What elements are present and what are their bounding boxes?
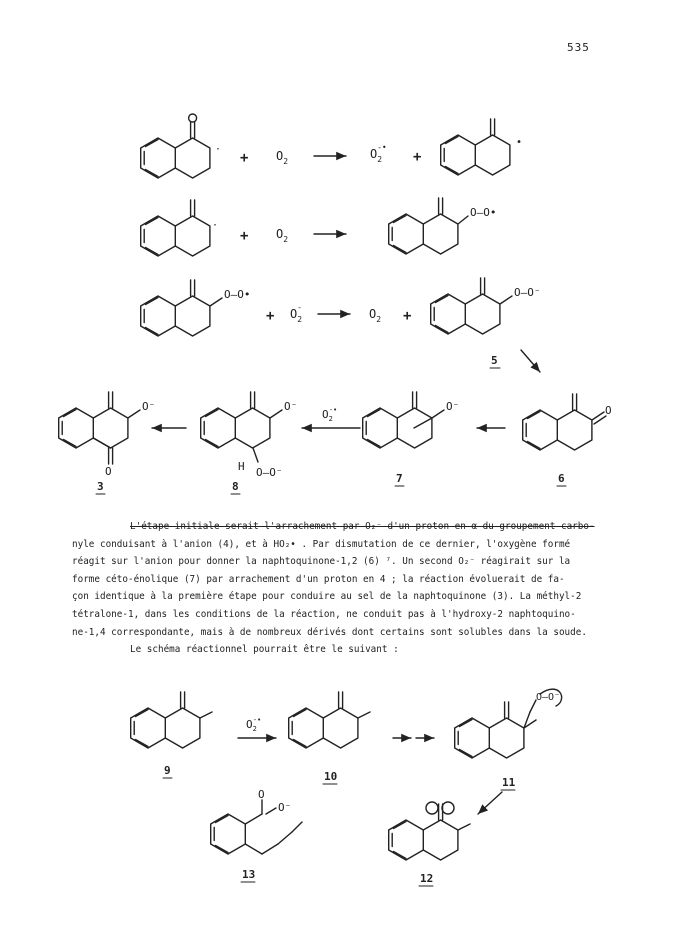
compound-11-label: 11 bbox=[502, 776, 516, 789]
row3-peroxy-label-left: O–O• bbox=[224, 288, 251, 301]
text-line-7: ne-1,4 correspondante, mais à de nombreux dérivés dont certains sont solubles dans la soude. bbox=[72, 626, 587, 638]
compound-7-enolate bbox=[363, 392, 444, 448]
compound-7-label: 7 bbox=[396, 472, 403, 485]
row2-peroxy-radical bbox=[389, 198, 468, 254]
compound-3-label: 3 bbox=[97, 480, 104, 493]
compound-3-o-bottom: O bbox=[105, 465, 112, 478]
compound-9 bbox=[131, 692, 212, 748]
row1-superoxide: $O_2-•$ bbox=[370, 143, 387, 164]
row2-tetralone-radical bbox=[141, 200, 218, 256]
compound-12 bbox=[389, 802, 470, 860]
svg-text:•: • bbox=[516, 137, 523, 148]
compound-11-peroxide: O–O⁻ bbox=[536, 692, 561, 703]
row3-o2: $O_2$ bbox=[369, 307, 382, 324]
row3-peroxy-label-right: O–O⁻ bbox=[514, 286, 541, 299]
compound-13-carboxylate: O⁻ bbox=[278, 801, 292, 814]
row2-o2: $O_2$ bbox=[276, 227, 289, 244]
row1-o2: $O_2$ bbox=[276, 149, 289, 166]
row1-plus-2: + bbox=[413, 149, 422, 165]
svg-text:·: · bbox=[212, 220, 219, 231]
text-line-4: forme céto-énolique (7) par arrachement d'un proton en 4 ; la réaction évoluerait de fa- bbox=[72, 573, 565, 585]
page-number: 535 bbox=[567, 41, 590, 54]
svg-text:·: · bbox=[215, 144, 222, 155]
arrow-9-to-10-reagent: $O_2-•$ bbox=[246, 716, 262, 733]
body-text bbox=[72, 518, 632, 659]
compound-3-o-minus: O⁻ bbox=[142, 400, 156, 413]
row3-plus-2: + bbox=[403, 308, 412, 324]
text-line-5: çon identique à la première étape pour conduire au sel de la naphtoquinone (3). La méthyl-2 bbox=[72, 591, 582, 603]
arrow-5-to-6 bbox=[521, 350, 540, 372]
text-line-1: L'étape initiale serait l'arrachement par O₂⁻ d'un proton en α du groupement carbo- bbox=[130, 521, 595, 532]
row3-peroxide-anion bbox=[431, 278, 512, 334]
compound-9-label: 9 bbox=[164, 764, 171, 777]
compound-8-label: 8 bbox=[232, 480, 239, 493]
compound-8-peroxy: O–O⁻ bbox=[256, 466, 283, 479]
compound-13-label: 13 bbox=[242, 868, 256, 881]
compound-6-diketone bbox=[523, 394, 612, 450]
row3-plus-1: + bbox=[266, 308, 275, 324]
arrow-7-to-8-reagent: $O_2-•$ bbox=[322, 406, 338, 423]
compound-5-label: 5 bbox=[491, 354, 498, 367]
compound-7-o-minus: O⁻ bbox=[446, 400, 460, 413]
compound-12-label: 12 bbox=[420, 872, 434, 885]
compound-10-label: 10 bbox=[324, 770, 338, 783]
arrow-11-to-12 bbox=[478, 792, 502, 814]
svg-text:O: O bbox=[605, 404, 612, 417]
row1-tetralone-anion bbox=[141, 114, 221, 178]
compound-10 bbox=[289, 692, 370, 748]
compound-6-label: 6 bbox=[558, 472, 565, 485]
compound-3-naphthoquinone bbox=[59, 392, 140, 464]
row3-peroxy-radical bbox=[141, 280, 222, 336]
compound-8-o-minus: O⁻ bbox=[284, 400, 298, 413]
row2-plus: + bbox=[240, 228, 249, 244]
row2-peroxy-label: O–O• bbox=[470, 206, 497, 219]
compound-13-o-top: O bbox=[258, 788, 265, 801]
text-line-3: réagit sur l'anion pour donner la naphtoquinone-1,2 (6) ⁷. Un second O₂⁻ réagirait sur la bbox=[72, 556, 571, 568]
row1-plus-1: + bbox=[240, 150, 249, 166]
row1-tetralone-radical bbox=[441, 119, 522, 175]
text-line-8: Le schéma réactionnel pourrait être le suivant : bbox=[130, 644, 399, 656]
compound-8-hydroperoxide bbox=[201, 392, 282, 462]
text-line-6: tétralone-1, dans les conditions de la réaction, ne conduit pas à l'hydroxy-2 naphtoquino- bbox=[72, 608, 576, 620]
text-line-2: nyle conduisant à l'anion (4), et à HO₂• . Par dismutation de ce dernier, l'oxygène formé bbox=[72, 538, 571, 550]
row3-superoxide: $O_2-$ bbox=[290, 303, 303, 324]
compound-8-h: H bbox=[238, 460, 245, 473]
